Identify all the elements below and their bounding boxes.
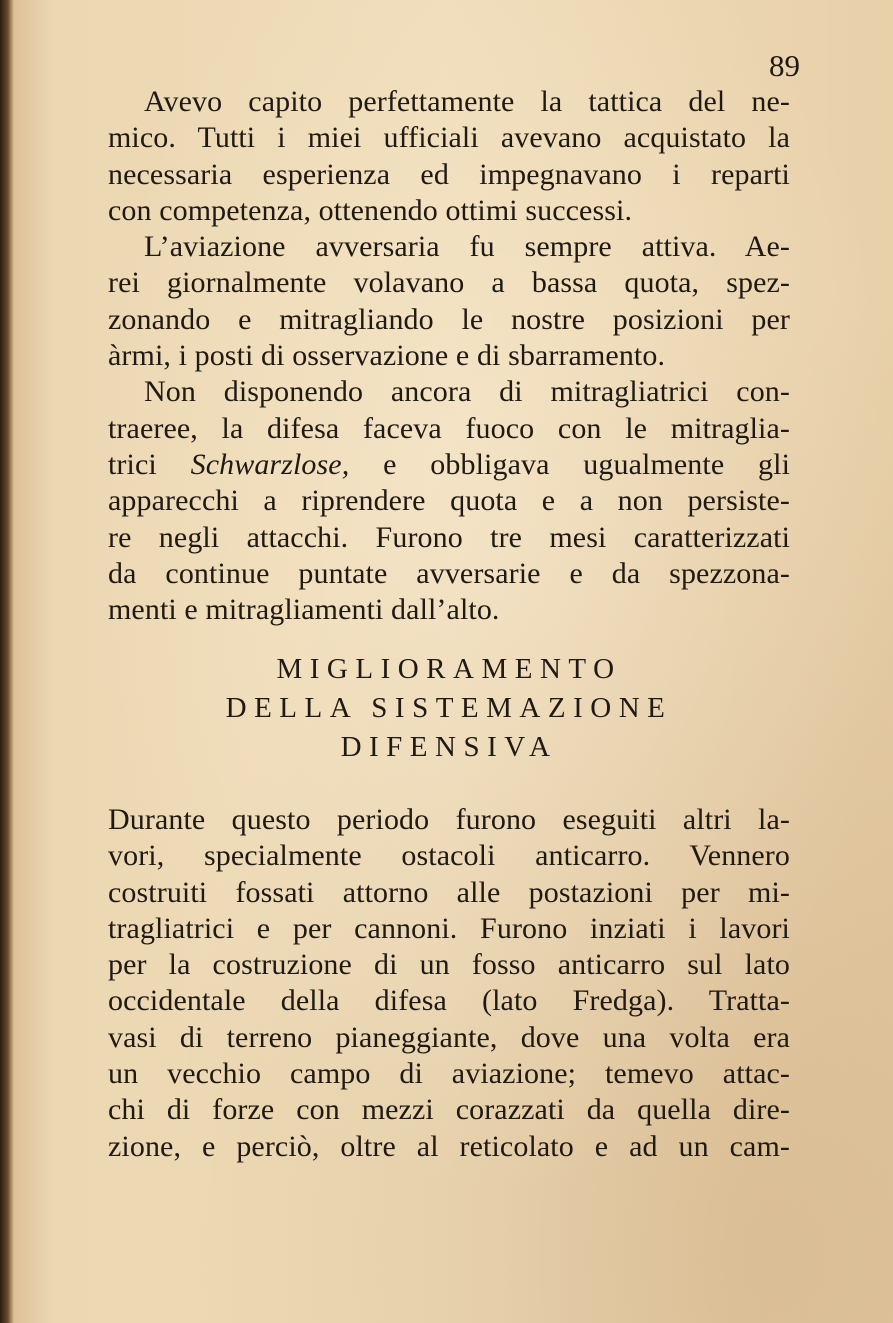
text-line: Avevo capito perfettamente la tattica del ne-	[144, 85, 790, 118]
text-line: re negli attacchi. Furono tre mesi caratterizzati	[108, 520, 790, 554]
text-line: mico. Tutti i miei ufficiali avevano acquistato la	[108, 121, 790, 155]
text-line: àrmi, i posti di osservazione e di sbarramento.	[108, 339, 666, 373]
text-line: da continue puntate avversarie e da spezzona-	[108, 556, 790, 590]
text-line: traeree, la difesa faceva fuoco con le mitraglia-	[108, 411, 790, 445]
text-line: con competenza, ottenendo ottimi successi.	[108, 193, 633, 227]
text-line: Non disponendo ancora di mitragliatrici con-	[144, 375, 790, 409]
text-line: chi di forze con mezzi corazzati da quella dire-	[108, 1093, 790, 1127]
text-segment: trici	[108, 447, 157, 481]
heading-line: DELLA SISTEMAZIONE	[225, 692, 673, 724]
text-line: menti e mitragliamenti dall’alto.	[108, 593, 500, 627]
heading-line: DIFENSIVA	[340, 731, 558, 763]
paragraph-block-2	[108, 802, 790, 1165]
text-line: necessaria esperienza ed impegnavano i reparti	[108, 157, 790, 191]
section-heading	[108, 650, 790, 767]
text-line: Durante questo periodo furono eseguiti altri la-	[108, 803, 790, 836]
paragraph-block-1	[108, 84, 790, 628]
text-segment: e obbligava ugualmente gli	[383, 447, 790, 481]
heading-line: MIGLIORAMENTO	[276, 653, 622, 685]
text-line: occidentale della difesa (lato Fredga). Tratta-	[108, 984, 790, 1018]
text-line: apparecchi a riprendere quota e a non persiste-	[108, 484, 790, 518]
text-line: tragliatrici e per cannoni. Furono inziati i lavori	[108, 911, 790, 945]
text-line	[108, 447, 790, 483]
text-line: zonando e mitragliando le nostre posizioni per	[108, 302, 790, 336]
text-line: zione, e perciò, oltre al reticolato e ad un cam-	[108, 1129, 790, 1163]
italic-term: Schwarzlose,	[190, 447, 350, 481]
text-line: costruiti fossati attorno alle postazioni per mi-	[108, 875, 790, 909]
book-binding-edge	[0, 0, 14, 1323]
text-line: un vecchio campo di aviazione; temevo attac-	[108, 1057, 790, 1091]
text-line: vori, specialmente ostacoli anticarro. Vennero	[108, 839, 790, 873]
text-line: per la costruzione di un fosso anticarro sul lato	[108, 948, 790, 982]
text-line: L’aviazione avversaria fu sempre attiva. Ae-	[144, 230, 790, 264]
page-number: 89	[769, 48, 800, 83]
text-line: vasi di terreno pianeggiante, dove una volta era	[108, 1020, 790, 1054]
text-line: rei giornalmente volavano a bassa quota, spez-	[108, 266, 790, 300]
